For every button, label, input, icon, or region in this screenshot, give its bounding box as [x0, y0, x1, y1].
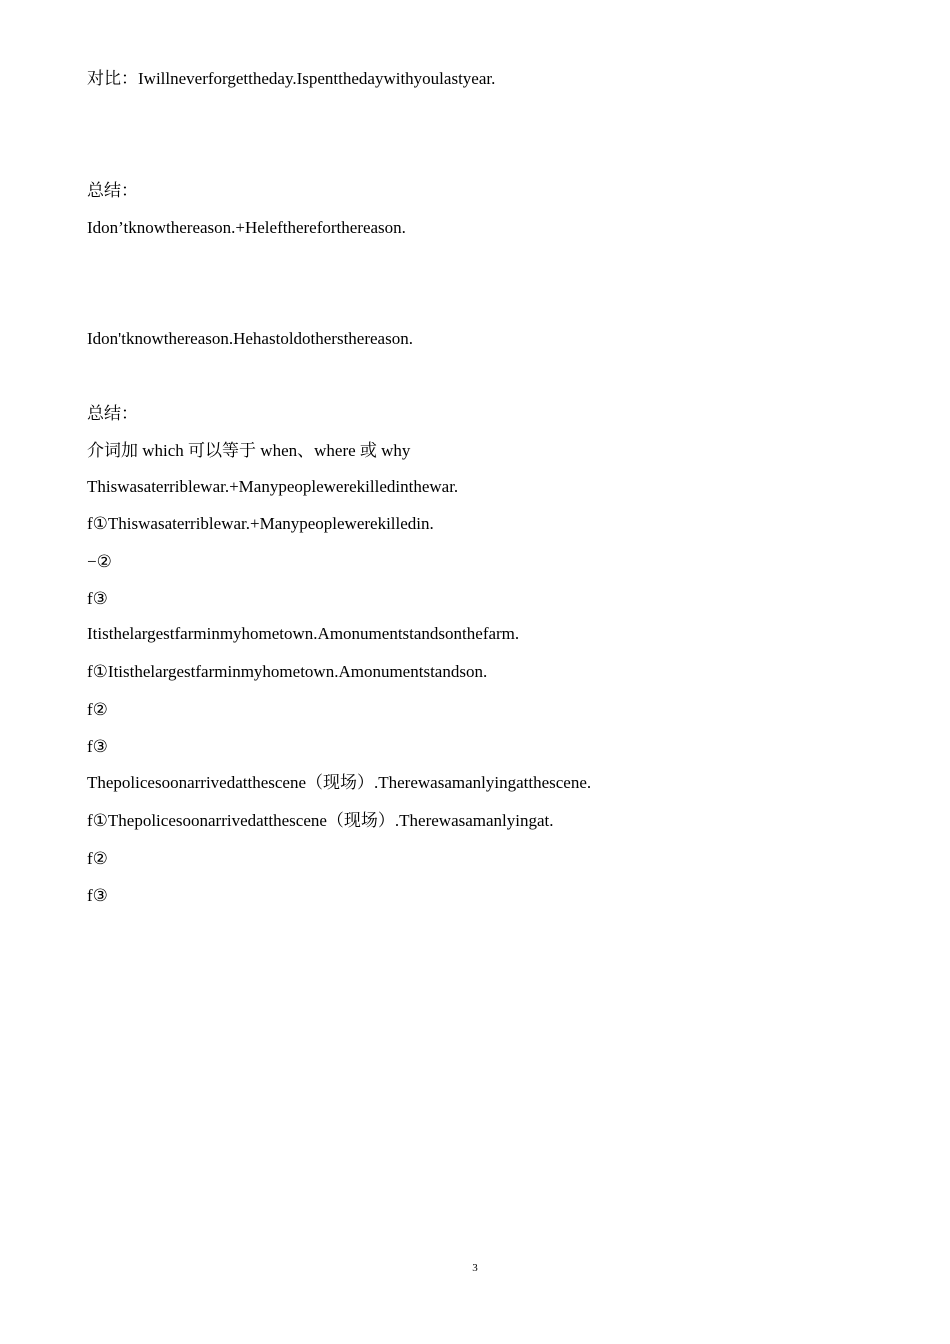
- exercise-scene-3: f③: [87, 886, 108, 905]
- exercise-farm-3: f③: [87, 737, 108, 756]
- example-reason-2: Idon'tknowthereason.Hehastoldothersthereason.: [87, 329, 413, 348]
- example-scene: Thepolicesoonarrivedatthescene（现场）.Therewasamanlyingatthescene.: [87, 773, 592, 792]
- example-farm: Itisthelargestfarminmyhometown.Amonumentstandsonthefarm.: [87, 624, 520, 643]
- example-reason-1: Idon’tknowthereason.+Helefthereforthereason.: [87, 218, 406, 237]
- summary-heading: 总结：: [87, 181, 138, 200]
- exercise-scene-2: f②: [87, 849, 108, 868]
- exercise-war-2: −②: [87, 552, 112, 571]
- summary-heading: 总结：: [87, 404, 138, 423]
- exercise-war-3: f③: [87, 589, 108, 608]
- exercise-scene-1: f①Thepolicesoonarrivedatthescene（现场）.Therewasamanlyingat.: [87, 811, 554, 830]
- example-war: Thiswasaterriblewar.+Manypeoplewerekilledinthewar.: [87, 477, 459, 496]
- page-number: 3: [472, 1262, 478, 1274]
- exercise-farm-2: f②: [87, 700, 108, 719]
- exercise-farm-1: f①Itisthelargestfarminmyhometown.Amonumentstandson.: [87, 662, 488, 681]
- exercise-war-1: f①Thiswasaterriblewar.+Manypeoplewerekilledin.: [87, 514, 434, 533]
- comparison-line: 对比：Iwillneverforgettheday.Ispentthedaywithyoulastyear.: [87, 69, 496, 88]
- summary-rule: 介词加 which 可以等于 when、where 或 why: [87, 441, 411, 460]
